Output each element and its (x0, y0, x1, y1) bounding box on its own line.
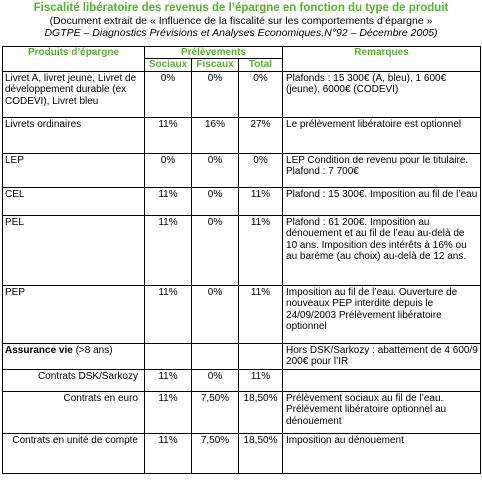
cell-total: 27% (239, 117, 283, 153)
cell-remarques: Imposition au dénouement (283, 433, 481, 473)
cell-sociaux: 11% (145, 187, 192, 215)
table-row (3, 153, 481, 187)
cell-remarques: Plafond : 15 300€. Imposition au fil de l’eau (283, 187, 481, 215)
cell-fiscaux: 0% (192, 285, 239, 343)
header-sociaux: Sociaux (145, 59, 192, 71)
cell-total (239, 343, 283, 369)
cell-fiscaux (192, 343, 239, 369)
cell-produit: CEL (3, 187, 145, 215)
cell-total: 11% (239, 215, 283, 285)
table-row (3, 117, 481, 153)
cell-produit: Contrats en euro (3, 391, 145, 433)
table-row (3, 391, 481, 433)
cell-total: 11% (239, 187, 283, 215)
cell-produit: Livrets ordinaires (3, 117, 145, 153)
table-row (3, 433, 481, 473)
document-source-line2: DGTPE – Diagnostics Prévisions et Analyses Economiques,N°92 – Décembre 2005) (44, 27, 438, 39)
cell-sociaux: 11% (145, 369, 192, 391)
cell-produit: Livret A, livret jeune, Livret de développement durable (ex CODEVI), Livret bleu (3, 71, 145, 117)
header-total: Total (239, 59, 283, 71)
cell-produit: PEP (3, 285, 145, 343)
cell-sociaux: 0% (145, 71, 192, 117)
cell-produit: LEP (3, 153, 145, 187)
cell-sociaux: 0% (145, 153, 192, 187)
cell-sociaux: 11% (145, 433, 192, 473)
assurance-vie-duration: (>8 ans) (72, 344, 113, 356)
cell-total: 18,50% (239, 433, 283, 473)
assurance-vie-label: Assurance vie (5, 344, 73, 356)
cell-produit: PEL (3, 215, 145, 285)
cell-fiscaux: 0% (192, 153, 239, 187)
cell-fiscaux: 0% (192, 187, 239, 215)
cell-remarques: Plafond : 61 200€. Imposition au dénouement et au fil de l’eau au-delà de 10 ans. Imposition des intérêts à 16% ou au barème (au choix) au-delà de 12 ans. (283, 215, 481, 285)
header-fiscaux: Fiscaux (192, 59, 239, 71)
cell-fiscaux: 16% (192, 117, 239, 153)
cell-total: 0% (239, 71, 283, 117)
document-source-line1: (Document extrait de « Influence de la fiscalité sur les comportements d’épargne » (49, 15, 433, 27)
cell-produit: Contrats DSK/Sarkozy (3, 369, 145, 391)
cell-remarques: Plafonds : 15 300€ (A, bleu), 1 600€ (jeune), 6000€ (CODEVI) (283, 71, 481, 117)
cell-remarques (283, 369, 481, 391)
cell-sociaux (145, 343, 192, 369)
cell-total: 18,50% (239, 391, 283, 433)
cell-fiscaux: 0% (192, 369, 239, 391)
cell-total: 11% (239, 285, 283, 343)
table-row (3, 187, 481, 215)
cell-sociaux: 11% (145, 285, 192, 343)
table-row (3, 285, 481, 343)
header-prelevements: Prélèvements (145, 47, 283, 59)
header-produits: Produits d’épargne (3, 47, 145, 72)
cell-fiscaux: 0% (192, 71, 239, 117)
cell-remarques: Imposition au fil de l’eau. Ouverture de nouveaux PEP interdite depuis le 24/09/2003 Prélèvement libératoire optionnel (283, 285, 481, 343)
table-row (3, 343, 481, 369)
table-row (3, 71, 481, 117)
cell-total: 0% (239, 153, 283, 187)
cell-sociaux: 11% (145, 391, 192, 433)
header-remarques: Remarques (283, 47, 481, 72)
cell-remarques: Le prélèvement libératoire est optionnel (283, 117, 481, 153)
fiscalite-table (2, 46, 481, 474)
header-row-1 (3, 47, 481, 59)
cell-produit (3, 343, 145, 369)
cell-fiscaux: 7,50% (192, 433, 239, 473)
table-row (3, 215, 481, 285)
cell-remarques: LEP Condition de revenu pour le titulaire. Plafond : 7 700€ (283, 153, 481, 187)
cell-remarques: Prélèvement sociaux au fil de l’eau. Prélèvement libératoire optionnel au dénouement (283, 391, 481, 433)
document-title: Fiscalité libératoire des revenus de l’épargne en fonction du type de produit (33, 2, 449, 14)
cell-remarques: Hors DSK/Sarkozy : abattement de 4 600/9 200€ pour l’IR (283, 343, 481, 369)
cell-sociaux: 11% (145, 117, 192, 153)
cell-produit: Contrats en unité de compte (3, 433, 145, 473)
cell-fiscaux: 7,50% (192, 391, 239, 433)
cell-fiscaux: 0% (192, 215, 239, 285)
cell-total: 11% (239, 369, 283, 391)
cell-sociaux: 11% (145, 215, 192, 285)
table-row (3, 369, 481, 391)
